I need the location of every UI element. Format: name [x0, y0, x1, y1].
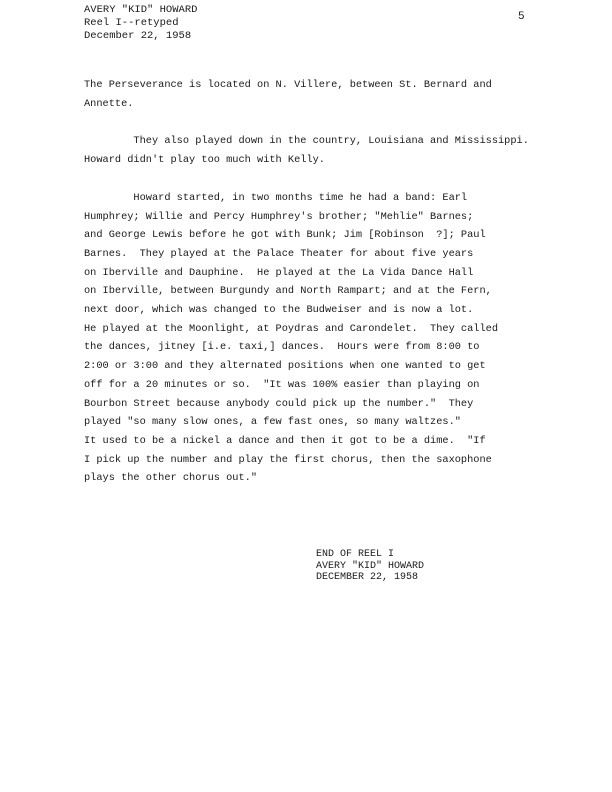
text-line: Howard started, in two months time he had a band: Earl [84, 191, 468, 204]
closing-date: DECEMBER 22, 1958 [316, 572, 419, 583]
text-line: It used to be a nickel a dance and then it got to be a dime. "If [84, 434, 486, 447]
text-line: 2:00 or 3:00 and they alternated positions when one wanted to get [84, 360, 486, 373]
text-line: He played at the Moonlight, at Poydras and Carondelet. They called [84, 322, 499, 335]
transcript-body [84, 76, 574, 488]
header-interviewee: AVERY "KID" HOWARD [84, 4, 198, 16]
text-line: Howard didn't play too much with Kelly. [84, 154, 325, 167]
text-line: the dances, jitney [i.e. taxi,] dances. Hours were from 8:00 to [84, 341, 480, 354]
paragraph-1 [84, 76, 574, 113]
text-line: I pick up the number and play the first chorus, then the saxophone [84, 453, 492, 466]
text-line: They also played down in the country, Louisiana and Mississippi. [84, 135, 529, 148]
end-of-reel-block [316, 549, 424, 584]
text-line: Humphrey; Willie and Percy Humphrey's brother; "Mehlie" Barnes; [84, 210, 474, 223]
document-header [84, 4, 197, 43]
end-of-reel-label: END OF REEL I [316, 549, 395, 560]
text-line: The Perseverance is located on N. Villere, between St. Bernard and [84, 79, 492, 91]
page-number: 5 [518, 11, 525, 23]
header-date: December 22, 1958 [84, 30, 192, 42]
text-line: Annette. [84, 97, 134, 110]
text-line: next door, which was changed to the Budweiser and is now a lot. [84, 304, 474, 317]
text-line: on Iberville and Dauphine. He played at the La Vida Dance Hall [84, 266, 474, 279]
text-line: on Iberville, between Burgundy and North Rampart; and at the Fern, [84, 285, 492, 298]
text-line: and George Lewis before he got with Bunk; Jim [Robinson ?]; Paul [84, 229, 486, 242]
text-line: plays the other chorus out." [84, 472, 258, 485]
text-line: Bourbon Street because anybody could pick up the number." They [84, 397, 474, 410]
text-line: off for a 20 minutes or so. "It was 100% easier than playing on [84, 378, 480, 391]
text-line: played "so many slow ones, a few fast ones, so many waltzes." [84, 416, 461, 429]
header-reel: Reel I--retyped [84, 17, 179, 29]
paragraph-3 [84, 189, 574, 488]
paragraph-2 [84, 132, 574, 169]
text-line: Barnes. They played at the Palace Theater for about five years [84, 247, 474, 260]
closing-interviewee: AVERY "KID" HOWARD [316, 560, 425, 572]
